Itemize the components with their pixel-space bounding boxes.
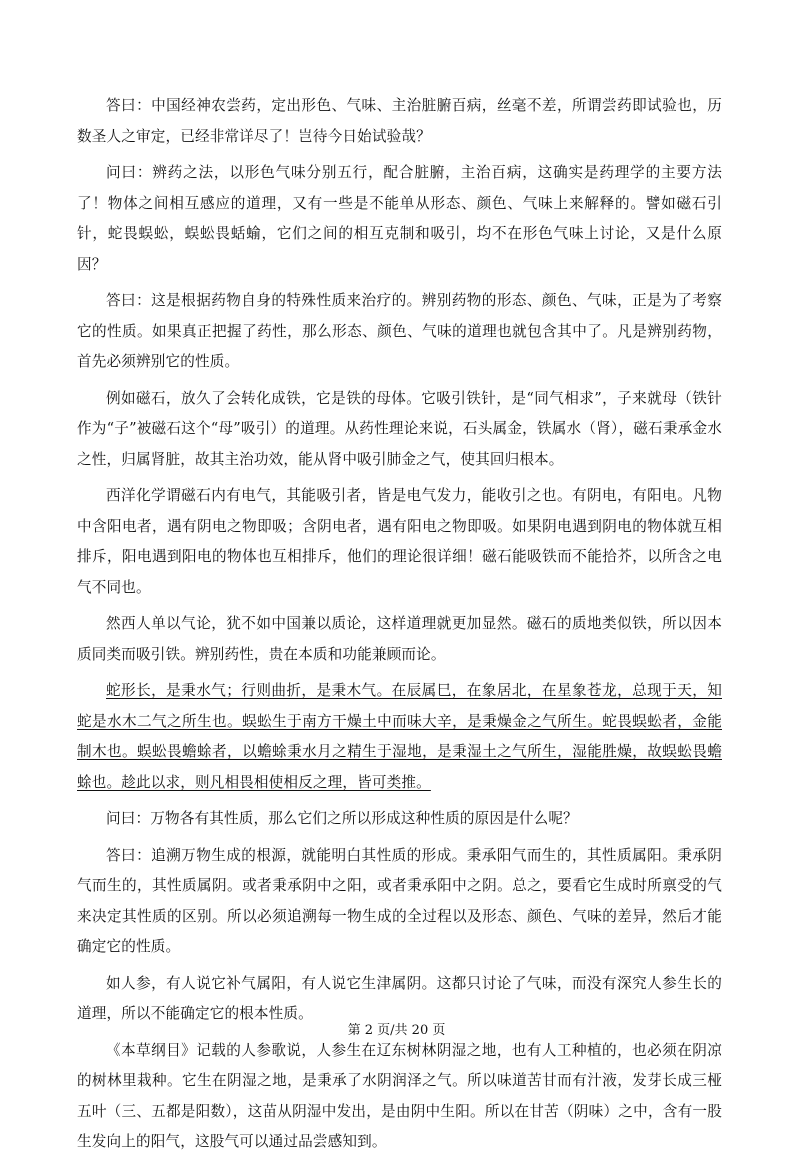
paragraph-question-mutual-induction: 问曰：辨药之法，以形色气味分别五行，配合脏腑，主治百病，这确实是药理学的主要方法了！物体之间相互感应的道理，又有一些是不能单从形态、颜色、气味上来解释的。譬如磁石引针，蛇畏蜈蚣，蜈蚣畏蛞蝓，它们之间的相互克制和吸引，均不在形色气味上讨论，又是什么原因？ — [77, 164, 722, 273]
page-number-footer: 第 2 页/共 20 页 — [347, 1023, 446, 1038]
underlined-text: 蛇形长，是秉水气；行则曲折，是秉木气。在辰属巳，在象居北，在星象苍龙，总现于天，知蛇是水木二气之所生也。蜈蚣生于南方干燥土中而味大辛，是秉燥金之气所生。蛇畏蜈蚣者，金能制木也。蜈蚣畏蟾蜍者，以蟾蜍秉水月之精生于湿地，是秉湿土之气所生，湿能胜燥，故蜈蚣畏蟾蜍也。趁此以求，则凡相畏相使相反之理，皆可类推。 — [77, 682, 722, 791]
page-body — [77, 91, 722, 1164]
paragraph-snake-centipede — [77, 676, 722, 798]
paragraph-bencao-gangmu: 《本草纲目》记载的人参歌说，人参生在辽东树林阴湿之地，也有人工种植的，也必须在阴凉的树林里栽种。它生在阴湿之地，是秉承了水阴润泽之气。所以味道苦甘而有汁液，发芽长成三桠五叶（三、五都是阳数），这苗从阴湿中发出，是由阴中生阳。所以在甘苦（阴味）之中，含有一股生发向上的阳气，这股气可以通过品尝感知到。 — [77, 1041, 722, 1150]
paragraph-answer-shennong: 答曰：中国经神农尝药，定出形色、气味、主治脏腑百病，丝毫不差，所谓尝药即试验也，历数圣人之审定，已经非常详尽了！岂待今日始试验哉？ — [77, 97, 722, 145]
paragraph-answer-origin: 答曰：追溯万物生成的根源，就能明白其性质的形成。秉承阳气而生的，其性质属阳。秉承阴气而生的，其性质属阴。或者秉承阴中之阳，或者秉承阳中之阴。总之，要看它生成时所禀受的气来决定其性质的区别。所以必须追溯每一物生成的全过程以及形态、颜色、气味的差异，然后才能确定它的性质。 — [77, 846, 722, 955]
paragraph-magnet-example: 例如磁石，放久了会转化成铁，它是铁的母体。它吸引铁针，是“同气相求”，子来就母（铁针作为“子”被磁石这个“母”吸引）的道理。从药性理论来说，石头属金，铁属水（肾），磁石秉承金水之性，归属肾脏，故其主治功效，能从肾中吸引肺金之气，使其回归根本。 — [77, 389, 722, 468]
paragraph-western-electricity: 西洋化学谓磁石内有电气，其能吸引者，皆是电气发力，能收引之也。有阴电，有阳电。凡物中含阳电者，遇有阴电之物即吸；含阴电者，遇有阳电之物即吸。如果阴电遇到阴电的物体就互相排斥，阳电遇到阳电的物体也互相排斥，他们的理论很详细！磁石能吸铁而不能拾芥，以所含之电气不同也。 — [77, 487, 722, 596]
paragraph-question-origin: 问曰：万物各有其性质，那么它们之所以形成这种性质的原因是什么呢？ — [106, 810, 578, 827]
paragraph-ginseng: 如人参，有人说它补气属阳，有人说它生津属阴。这都只讨论了气味，而没有深究人参生长的道理，所以不能确定它的根本性质。 — [77, 974, 722, 1022]
paragraph-answer-nature: 答曰：这是根据药物自身的特殊性质来治疗的。辨别药物的形态、颜色、气味，正是为了考察它的性质。如果真正把握了药性，那么形态、颜色、气味的道理也就包含其中了。凡是辨别药物，首先必须辨别它的性质。 — [77, 292, 722, 370]
paragraph-substance-theory: 然西人单以气论，犹不如中国兼以质论，这样道理就更加显然。磁石的质地类似铁，所以因本质同类而吸引铁。辨别药性，贵在本质和功能兼顾而论。 — [77, 615, 722, 663]
